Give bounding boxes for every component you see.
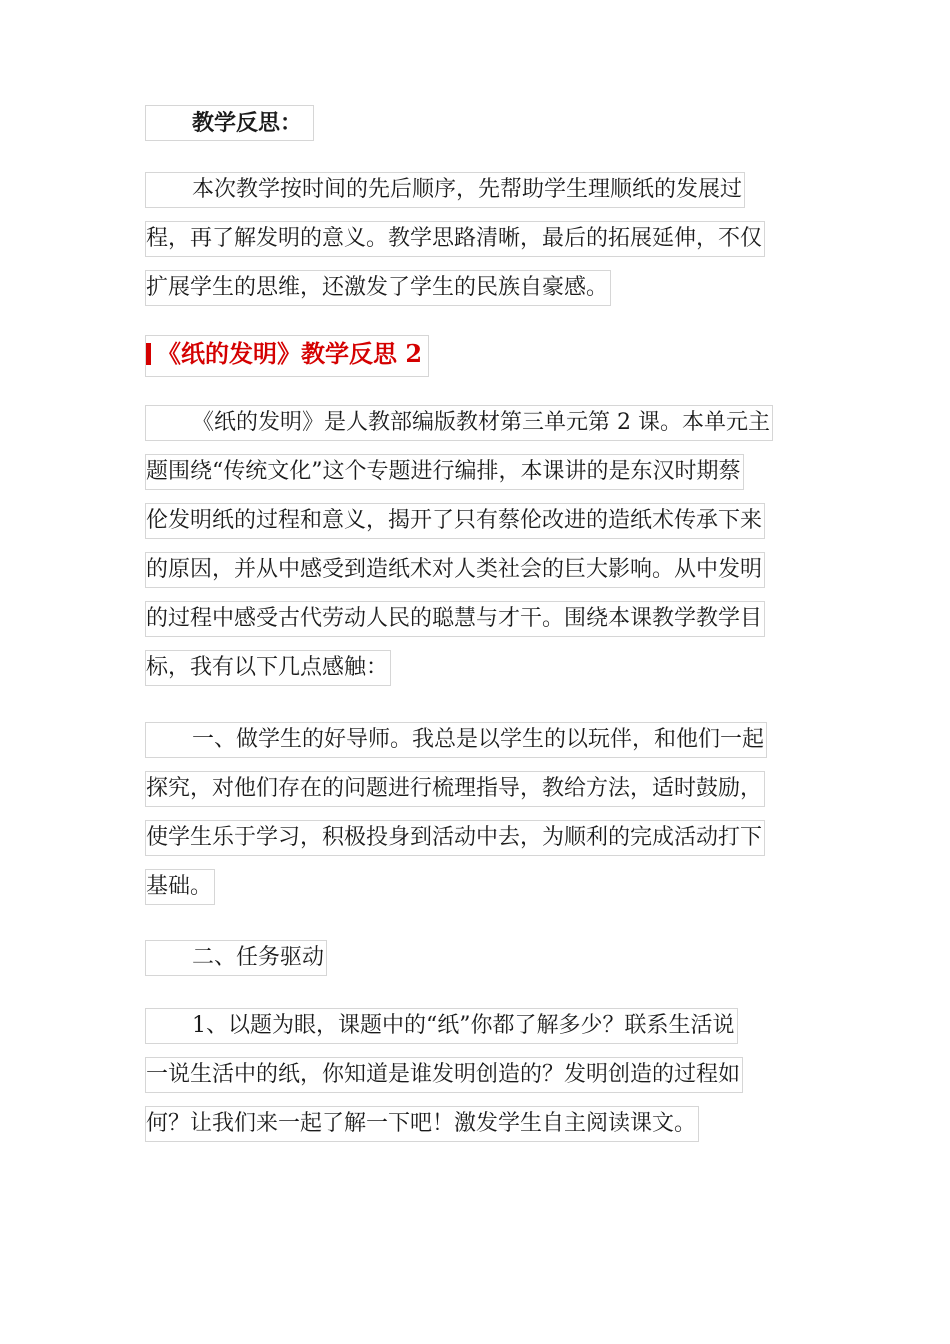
intro-paragraph — [145, 405, 815, 699]
paragraph-line: 基础。 — [145, 869, 215, 905]
paragraph-line: 探究，对他们存在的问题进行梳理指导，教给方法，适时鼓励， — [145, 771, 765, 807]
paragraph-line: 题围绕“传统文化”这个专题进行编排，本课讲的是东汉时期蔡 — [145, 454, 744, 490]
paragraph-line: 的过程中感受古代劳动人民的聪慧与才干。围绕本课教学教学目 — [145, 601, 765, 637]
paragraph-line: 1、以题为眼，课题中的“纸”你都了解多少？联系生活说 — [145, 1008, 738, 1044]
task-paragraph — [145, 1008, 815, 1155]
paragraph-line: 何？让我们来一起了解一下吧！激发学生自主阅读课文。 — [145, 1106, 699, 1142]
paragraph-line: 本次教学按时间的先后顺序，先帮助学生理顺纸的发展过 — [145, 172, 745, 208]
point-two-paragraph — [145, 940, 815, 989]
paragraph-line: 伦发明纸的过程和意义，揭开了只有蔡伦改进的造纸术传承下来 — [145, 503, 765, 539]
paragraph-line: 一说生活中的纸，你知道是谁发明创造的？发明创造的过程如 — [145, 1057, 743, 1093]
section-title-block — [145, 105, 815, 154]
paragraph-line: 使学生乐于学习，积极投身到活动中去，为顺利的完成活动打下 — [145, 820, 765, 856]
paragraph-line: 程，再了解发明的意义。教学思路清晰，最后的拓展延伸，不仅 — [145, 221, 765, 257]
paragraph-line: 标，我有以下几点感触： — [145, 650, 391, 686]
paragraph-line: 扩展学生的思维，还激发了学生的民族自豪感。 — [145, 270, 611, 306]
section-heading-2: 《纸的发明》教学反思 2 — [145, 335, 429, 377]
paragraph-line: 一、做学生的好导师。我总是以学生的以玩伴，和他们一起 — [145, 722, 767, 758]
point-one-paragraph — [145, 722, 815, 918]
heading-marker — [146, 343, 151, 365]
paragraph-line: 的原因，并从中感受到造纸术对人类社会的巨大影响。从中发明 — [145, 552, 765, 588]
section-title: 教学反思： — [145, 105, 314, 141]
reflection-paragraph — [145, 172, 815, 319]
paragraph-line: 二、任务驱动 — [145, 940, 327, 976]
paragraph-line: 《纸的发明》是人教部编版教材第三单元第 2 课。本单元主 — [145, 405, 773, 441]
